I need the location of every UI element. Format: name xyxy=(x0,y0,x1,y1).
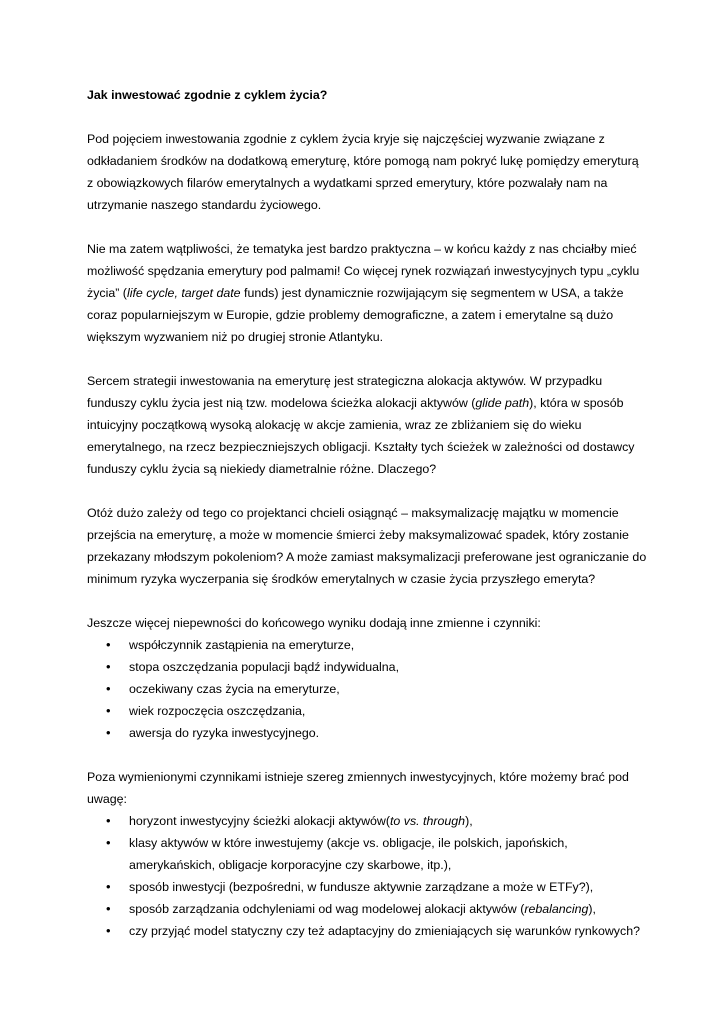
list-item-text-b: ), xyxy=(588,902,596,916)
list-item-text-a: horyzont inwestycyjny ścieżki alokacji aktywów( xyxy=(129,814,390,828)
list-item xyxy=(87,810,647,832)
investment-variables-list xyxy=(87,810,647,942)
paragraph-intro: Pod pojęciem inwestowania zgodnie z cyklem życia kryje się najczęściej wyzwanie związane z odkładaniem środków na dodatkową emeryturę, które pomogą nam pokryć lukę pomiędzy emeryturą z obowiązkowych filarów emerytalnych a wydatkami sprzed emerytury, które pozwalały nam na utrzymanie naszego standardu życiowego. xyxy=(87,132,639,212)
factors-list xyxy=(87,634,647,744)
list-item xyxy=(87,678,647,700)
paragraph-goals: Otóż dużo zależy od tego co projektanci chcieli osiągnąć – maksymalizację majątku w momencie przejścia na emeryturę, a może w momencie śmierci żeby maksymalizować spadek, który zostanie przekazany młodszym pokoleniom? A może zamiast maksymalizacji preferowane jest ograniczanie do minimum ryzyka wyczerpania się środków emerytalnych w czasie życia przyszłego emeryta? xyxy=(87,506,647,586)
list-item xyxy=(87,722,647,744)
bullet-icon: • xyxy=(106,681,111,696)
bullet-icon: • xyxy=(106,923,111,938)
paragraph-practical-text-b: funds) jest dynamicznie rozwijającym się segmentem w USA, a także coraz popularniejszym w Europie, gdzie problemy demograficzne, a zatem i emerytalne są dużo większym wyzwaniem niż po drugiej stronie Atlantyku. xyxy=(87,286,624,344)
list-item xyxy=(87,656,647,678)
bullet-icon: • xyxy=(106,725,111,740)
paragraph-strategy-italic: glide path xyxy=(475,396,530,410)
bullet-icon: • xyxy=(106,659,111,674)
list-item-text-a: sposób zarządzania odchyleniami od wag modelowej alokacji aktywów ( xyxy=(129,902,525,916)
list-item-text: awersja do ryzyka inwestycyjnego. xyxy=(129,726,320,740)
paragraph-uncertainty: Jeszcze więcej niepewności do końcowego wyniku dodają inne zmienne i czynniki: xyxy=(87,616,541,630)
bullet-icon: • xyxy=(106,637,111,652)
list-item-italic: to vs. through xyxy=(389,814,466,828)
list-item xyxy=(87,700,647,722)
bullet-icon: • xyxy=(106,703,111,718)
document-page xyxy=(87,84,647,964)
document-title: Jak inwestować zgodnie z cyklem życia? xyxy=(87,88,328,102)
paragraph-strategy xyxy=(87,370,647,480)
list-item-text: stopa oszczędzania populacji bądź indywidualna, xyxy=(129,660,400,674)
paragraph-practical-italic: life cycle, target date xyxy=(126,286,241,300)
list-item-text: czy przyjąć model statyczny czy też adaptacyjny do zmieniających się warunków rynkowych? xyxy=(129,924,640,938)
list-item-text-b: ), xyxy=(465,814,473,828)
list-item xyxy=(87,876,647,898)
list-item-text: klasy aktywów w które inwestujemy (akcje vs. obligacje, ile polskich, japońskich, amerykańskich, obligacje korporacyjne czy skarbowe, itp.), xyxy=(129,836,568,872)
list-item-text: współczynnik zastąpienia na emeryturze, xyxy=(129,638,355,652)
paragraph-investment-variables: Poza wymienionymi czynnikami istnieje szereg zmiennych inwestycyjnych, które możemy brać pod uwagę: xyxy=(87,770,629,806)
list-item-italic: rebalancing xyxy=(524,902,589,916)
list-item-text: wiek rozpoczęcia oszczędzania, xyxy=(129,704,306,718)
paragraph-strategy-text-a: Sercem strategii inwestowania na emeryturę jest strategiczna alokacja aktywów. W przypadku funduszy cyklu życia jest nią tzw. modelowa ścieżka alokacji aktywów ( xyxy=(87,374,603,410)
list-item-text: sposób inwestycji (bezpośredni, w fundusze aktywnie zarządzane a może w ETFy?), xyxy=(129,880,594,894)
bullet-icon: • xyxy=(106,835,111,850)
paragraph-strategy-text-b: ), która w sposób intuicyjny początkową wysoką alokację w akcje zamienia, wraz ze zbliżaniem się do wieku emerytalnego, na rzecz bezpieczniejszych obligacji. Kształty tych ścieżek w zależności od dostawcy funduszy cyklu życia są niekiedy diametralnie różne. Dlaczego? xyxy=(87,396,635,476)
bullet-icon: • xyxy=(106,901,111,916)
paragraph-practical xyxy=(87,238,647,348)
list-item xyxy=(87,898,647,920)
paragraph-practical-text-a: Nie ma zatem wątpliwości, że tematyka jest bardzo praktyczna – w końcu każdy z nas chciałby mieć możliwość spędzania emerytury pod palmami! Co więcej rynek rozwiązań inwestycyjnych typu „cyklu życia” ( xyxy=(87,242,640,300)
list-item xyxy=(87,634,647,656)
bullet-icon: • xyxy=(106,879,111,894)
list-item-text: oczekiwany czas życia na emeryturze, xyxy=(129,682,340,696)
list-item xyxy=(87,832,647,876)
list-item xyxy=(87,920,647,942)
bullet-icon: • xyxy=(106,813,111,828)
